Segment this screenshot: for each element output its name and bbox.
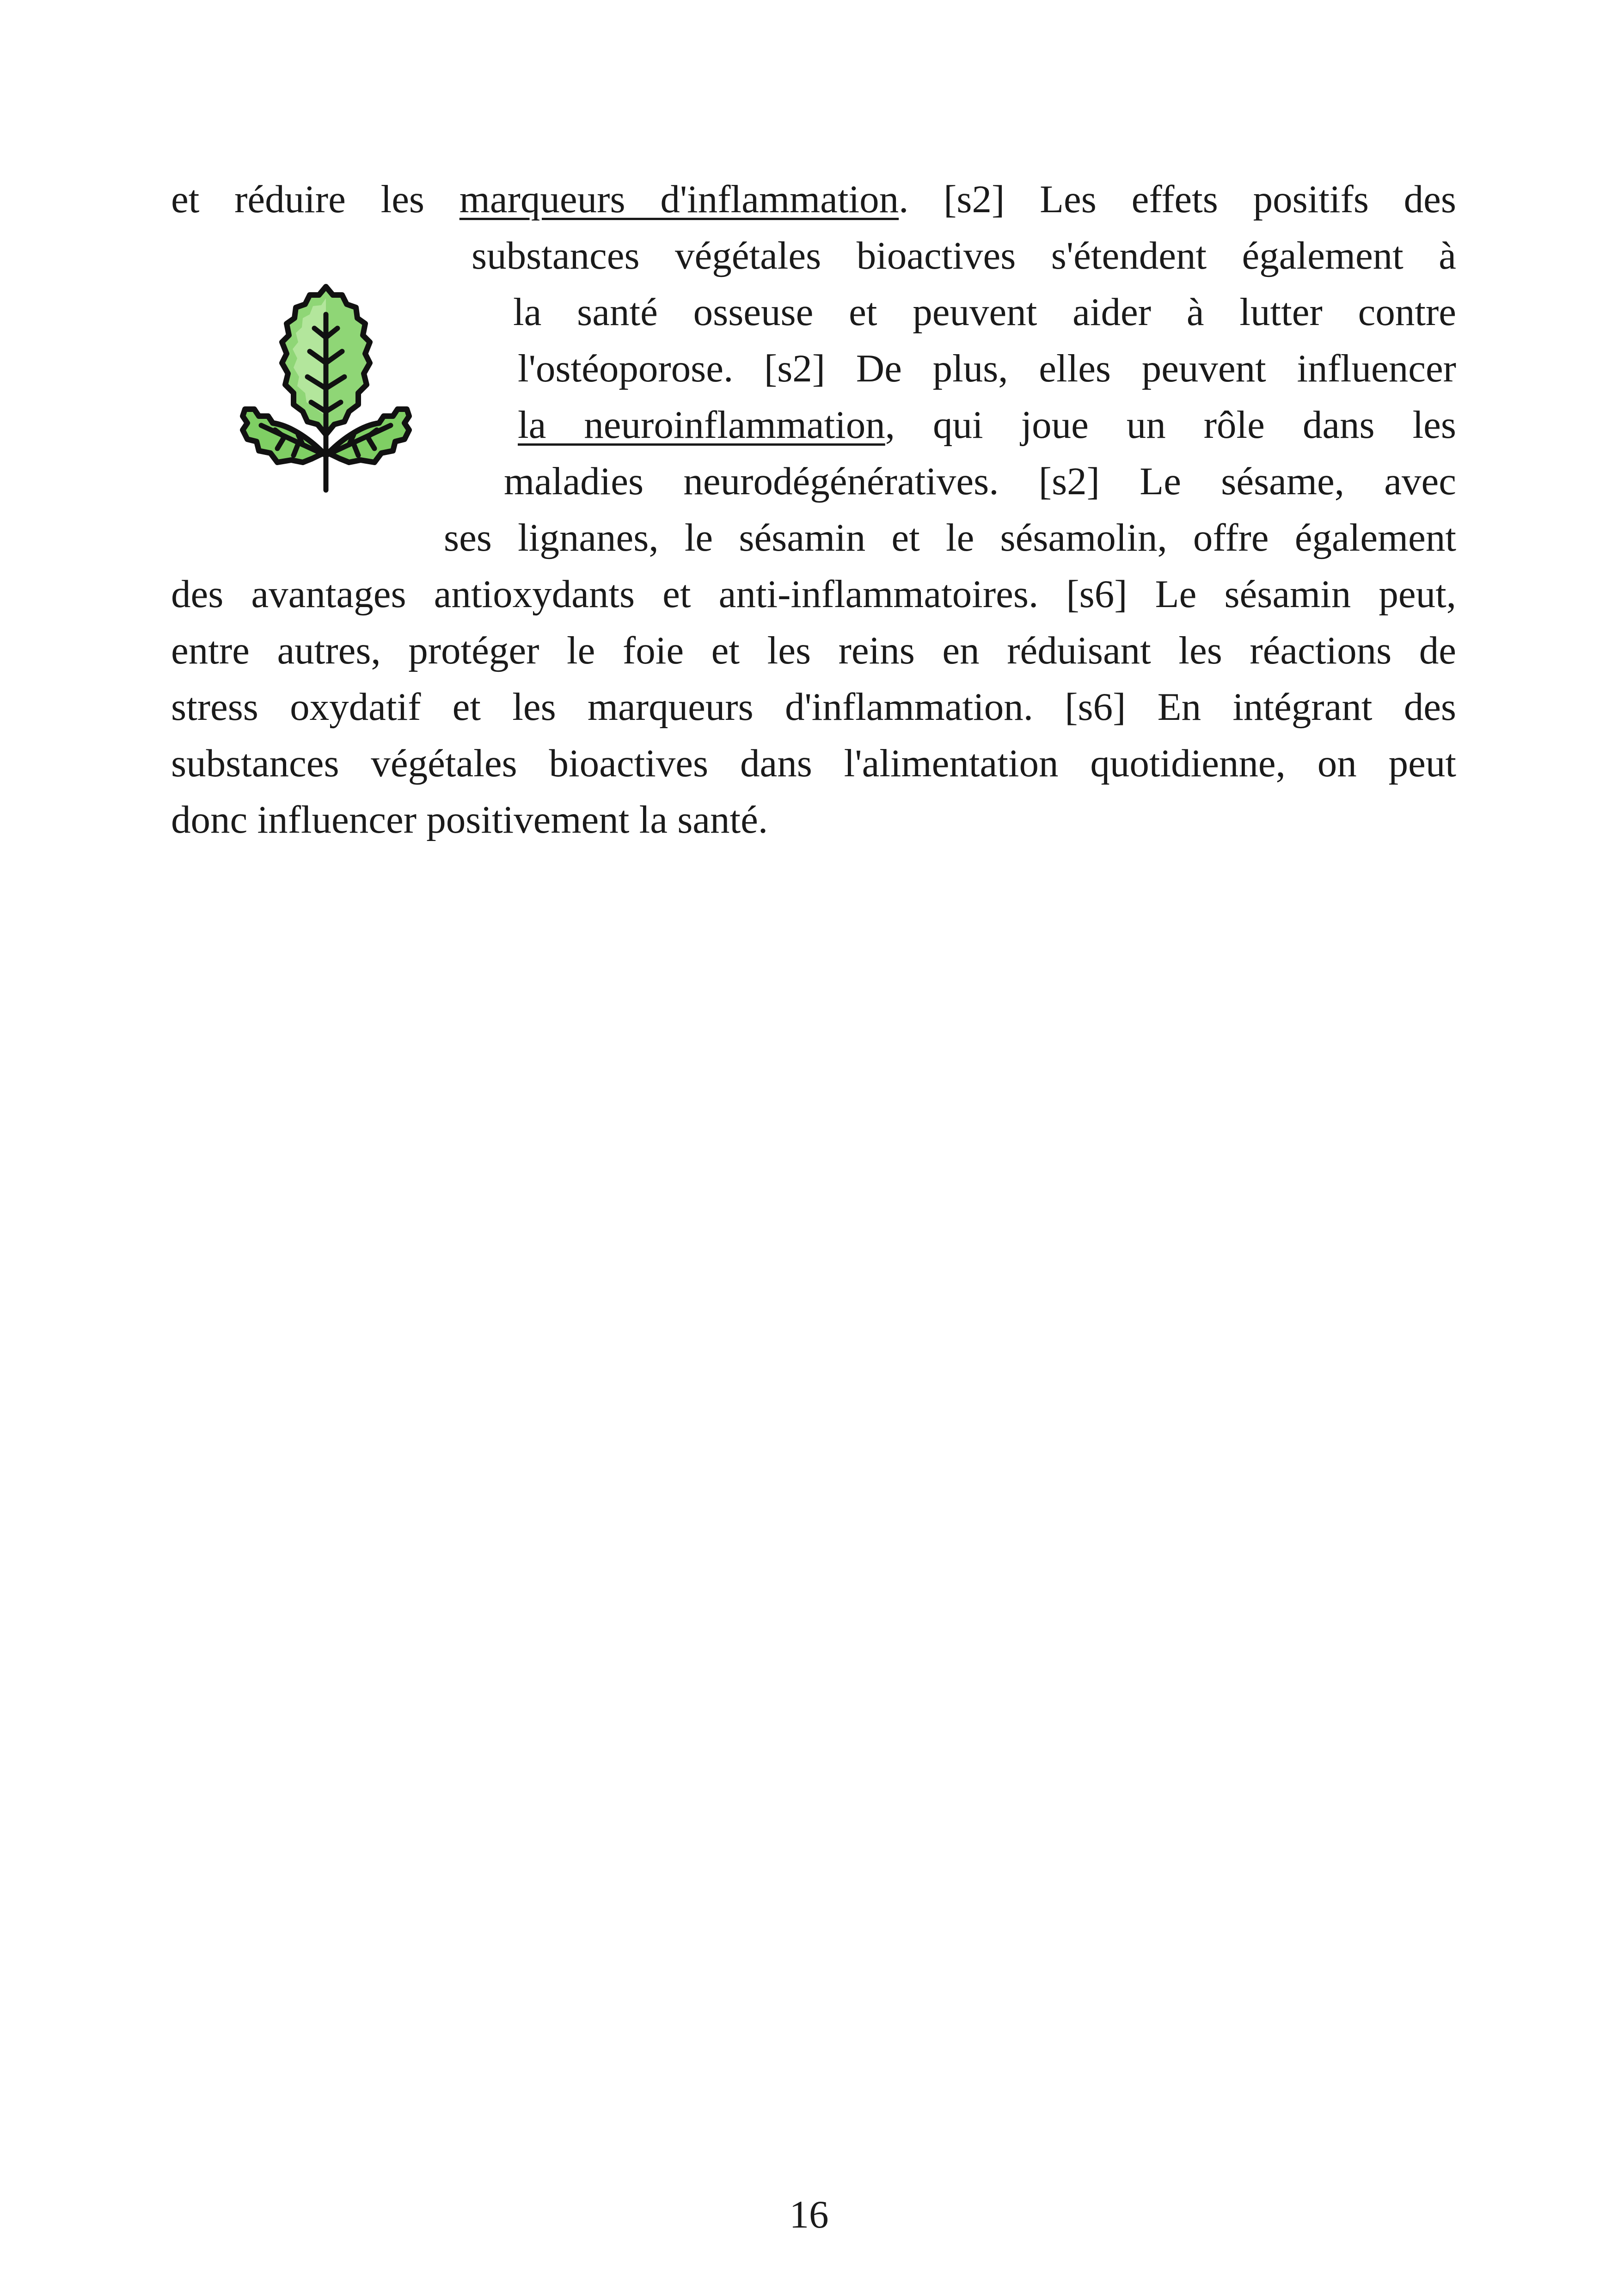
neuroinflammation-link[interactable]: la neuroinflammation [518, 403, 885, 447]
marqueurs-inflammation-link[interactable]: marqueurs d'inflammation [459, 178, 899, 221]
text-line: substances végétales bioactives dans l'alimentation quotidienne, on peut [171, 742, 1456, 785]
text-run: et réduire les [171, 178, 460, 221]
text-line: la santé osseuse et peuvent aider à lutter contre [513, 290, 1456, 334]
text-run: . [s2] Les effets positifs des [899, 178, 1456, 221]
text-line: donc influencer positivement la santé. [171, 798, 768, 841]
page-number: 16 [789, 2193, 829, 2236]
text-line: entre autres, protéger le foie et les reins en réduisant les réactions de [171, 629, 1456, 672]
body-paragraph [171, 171, 1456, 848]
text-line [518, 397, 1456, 453]
text-line: ses lignanes, le sésamin et le sésamolin, offre également [444, 516, 1456, 559]
text-line: stress oxydatif et les marqueurs d'inflammation. [s6] En intégrant des [171, 685, 1456, 729]
text-line: maladies neurodégénératives. [s2] Le sésame, avec [504, 460, 1456, 503]
text-line: des avantages antioxydants et anti-inflammatoires. [s6] Le sésamin peut, [171, 572, 1456, 616]
text-line: substances végétales bioactives s'étendent également à [472, 234, 1456, 277]
text-line: l'ostéoporose. [s2] De plus, elles peuvent influencer [518, 347, 1456, 390]
text-line [171, 171, 1456, 227]
text-run: , qui joue un rôle dans les [885, 403, 1456, 447]
